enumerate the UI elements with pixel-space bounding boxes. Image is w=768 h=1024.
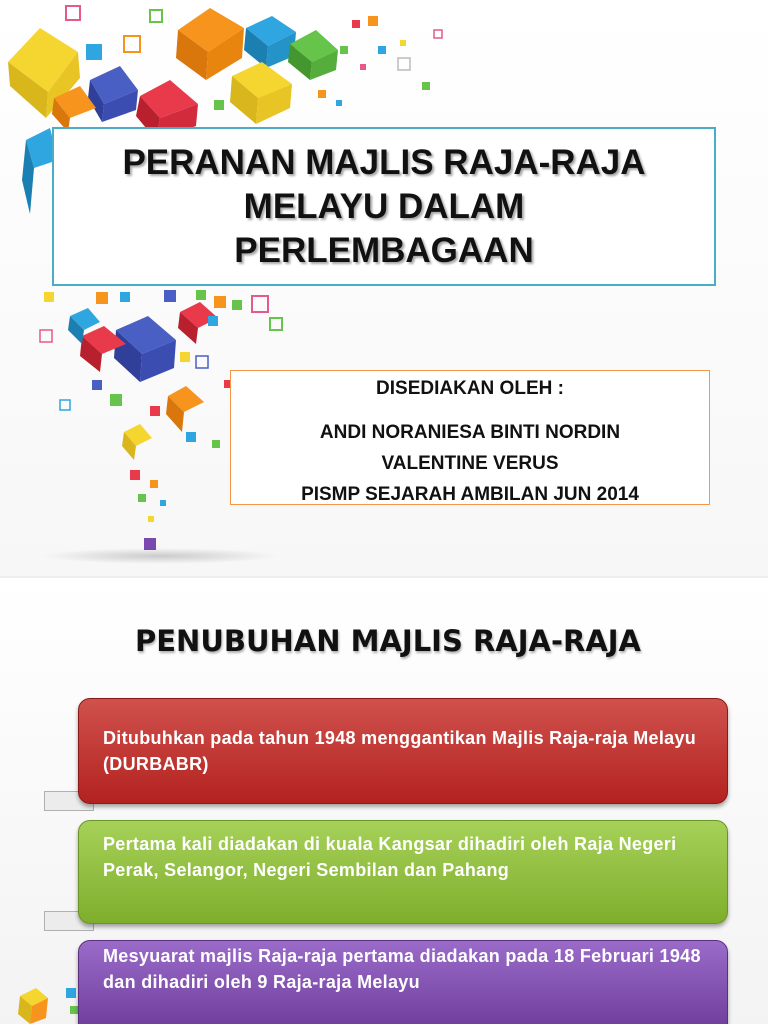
info-card-text: Pertama kali diadakan di kuala Kangsar dihadiri oleh Raja Negeri Perak, Selangor, Negeri Sembilan dan Pahang: [103, 834, 677, 880]
info-card: [78, 698, 728, 804]
author-list: [231, 417, 709, 510]
course-name: PISMP SEJARAH AMBILAN JUN 2014: [301, 484, 639, 505]
title-line: MELAYU DALAM: [243, 186, 525, 226]
prepared-by-label: DISEDIAKAN OLEH :: [376, 378, 564, 399]
presentation-title: [84, 141, 684, 273]
decoration-shadow: [40, 548, 280, 564]
info-card: [78, 940, 728, 1024]
author-name: VALENTINE VERUS: [381, 453, 559, 474]
title-box: [52, 127, 716, 286]
author-box: [230, 370, 710, 505]
content-slide: [0, 578, 768, 1024]
title-line: PERANAN MAJLIS RAJA-RAJA: [122, 142, 646, 182]
author-name: ANDI NORANIESA BINTI NORDIN: [319, 422, 621, 443]
info-card-text: Ditubuhkan pada tahun 1948 menggantikan Majlis Raja-raja Melayu (DURBABR): [103, 728, 697, 774]
section-heading: PENUBUHAN MAJLIS RAJA-RAJA: [134, 624, 641, 659]
info-card-text: Mesyuarat majlis Raja-raja pertama diadakan pada 18 Februari 1948 dan dihadiri oleh 9 Raja-raja Melayu: [103, 946, 701, 992]
title-line: PERLEMBAGAAN: [234, 230, 534, 270]
info-card: [78, 820, 728, 924]
